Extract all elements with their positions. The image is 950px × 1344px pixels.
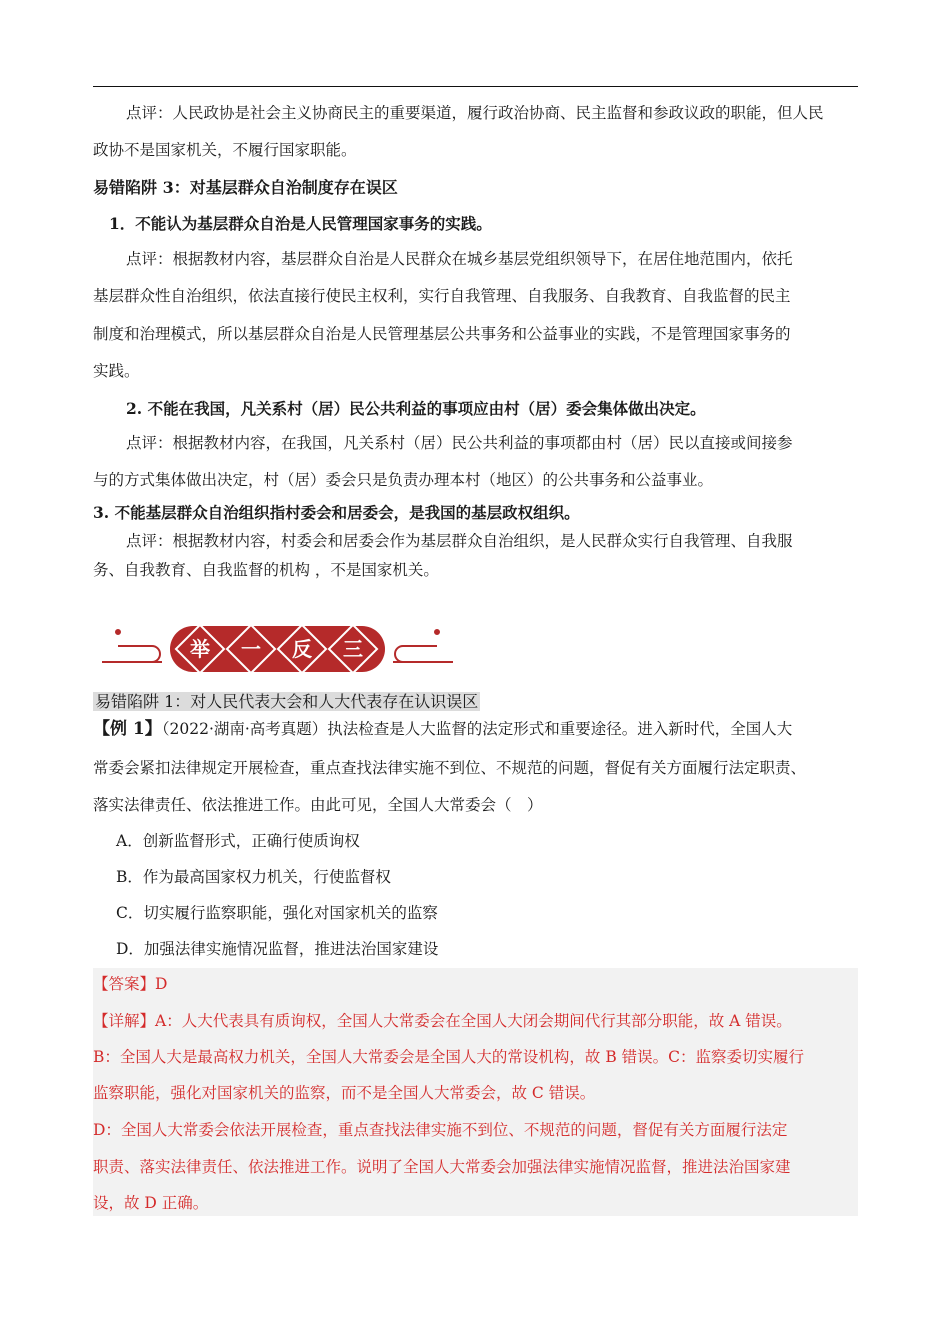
point2-comment-line2: 与的方式集体做出决定，村（居）委会只是负责办理本村（地区）的公共事务和公益事业。: [93, 471, 714, 489]
point3-title: 3. 不能基层群众自治组织指村委会和居委会，是我国的基层政权组织。: [93, 503, 580, 522]
detail-line1: 【详解】A：人大代表具有质询权，全国人大常委会在全国人大闭会期间代行其部分职能，故 A 错误。: [93, 1012, 792, 1030]
point3-comment-line1: 点评：根据教材内容，村委会和居委会作为基层群众自治组织，是人民群众实行自我管理、自我服: [126, 532, 793, 550]
banner-char-4: 三: [343, 637, 363, 661]
trap1-heading: [93, 692, 858, 712]
trap3-heading: 易错陷阱 3：对基层群众自治制度存在误区: [93, 178, 398, 197]
option-b: B．作为最高国家权力机关，行使监督权: [116, 868, 391, 886]
banner-left-ornament: [102, 630, 162, 662]
answer-line: 【答案】D: [93, 975, 168, 993]
point2-comment-line1: 点评：根据教材内容，在我国，凡关系村（居）民公共利益的事项都由村（居）民以直接或间接参: [126, 434, 793, 452]
comment-zx-line1: 点评：人民政协是社会主义协商民主的重要渠道，履行政治协商、民主监督和参政议政的职能，但人民: [126, 104, 824, 122]
banner-right-ornament: [393, 630, 453, 662]
detail-line3: 监察职能，强化对国家机关的监察，而不是全国人大常委会，故 C 错误。: [93, 1084, 596, 1102]
point1-title: 1．不能认为基层群众自治是人民管理国家事务的实践。: [109, 214, 492, 233]
detail-line2: B：全国人大是最高权力机关，全国人大常委会是全国人大的常设机构，故 B 错误。C：监察委切实履行: [93, 1048, 804, 1066]
header-rule: [93, 86, 858, 87]
detail-line5: 职责、落实法律责任、依法推进工作。说明了全国人大常委会加强法律实施情况监督，推进法治国家建: [93, 1158, 791, 1176]
example-line2: 常委会紧扣法律规定开展检查，重点查找法律实施不到位、不规范的问题，督促有关方面履行法定职责、: [93, 759, 807, 777]
banner-jyfs: [100, 618, 455, 680]
point1-comment-line2: 基层群众性自治组织，依法直接行使民主权利，实行自我管理、自我服务、自我教育、自我监督的民主: [93, 287, 791, 305]
point1-comment-line3: 制度和治理模式，所以基层群众自治是人民管理基层公共事务和公益事业的实践，不是管理国家事务的: [93, 325, 791, 343]
example-label: 【例 1】: [93, 719, 162, 739]
point1-comment-line1: 点评：根据教材内容，基层群众自治是人民群众在城乡基层党组织领导下，在居住地范围内，依托: [126, 250, 793, 268]
point1-comment-line4: 实践。: [93, 362, 140, 380]
detail-line4: D：全国人大常委会依法开展检查，重点查找法律实施不到位、不规范的问题，督促有关方面履行法定: [93, 1121, 788, 1139]
banner-char-2: 一: [241, 637, 261, 661]
option-a: A．创新监督形式，正确行使质询权: [116, 832, 360, 850]
comment-zx-line2: 政协不是国家机关，不履行国家职能。: [93, 141, 357, 159]
example-line1: [93, 720, 858, 739]
example-stem-1: （2022·湖南·高考真题）执法检查是人大监督的法定形式和重要途径。进入新时代，全国人大: [161, 720, 793, 738]
example-line3: 落实法律责任、依法推进工作。由此可见，全国人大常委会（ ）: [93, 796, 543, 814]
option-d: D．加强法律实施情况监督，推进法治国家建设: [116, 940, 439, 958]
point2-title: 2. 不能在我国，凡关系村（居）民公共利益的事项应由村（居）委会集体做出决定。: [126, 399, 706, 418]
trap1-heading-text: 易错陷阱 1：对人民代表大会和人大代表存在认识误区: [95, 692, 479, 711]
point3-comment-line2: 务、自我教育、自我监督的机构 ，不是国家机关。: [93, 561, 439, 579]
detail-line6: 设，故 D 正确。: [93, 1194, 209, 1212]
banner-char-3: 反: [292, 637, 312, 661]
banner-char-1: 举: [190, 637, 210, 661]
option-c: C．切实履行监察职能，强化对国家机关的监察: [116, 904, 438, 922]
